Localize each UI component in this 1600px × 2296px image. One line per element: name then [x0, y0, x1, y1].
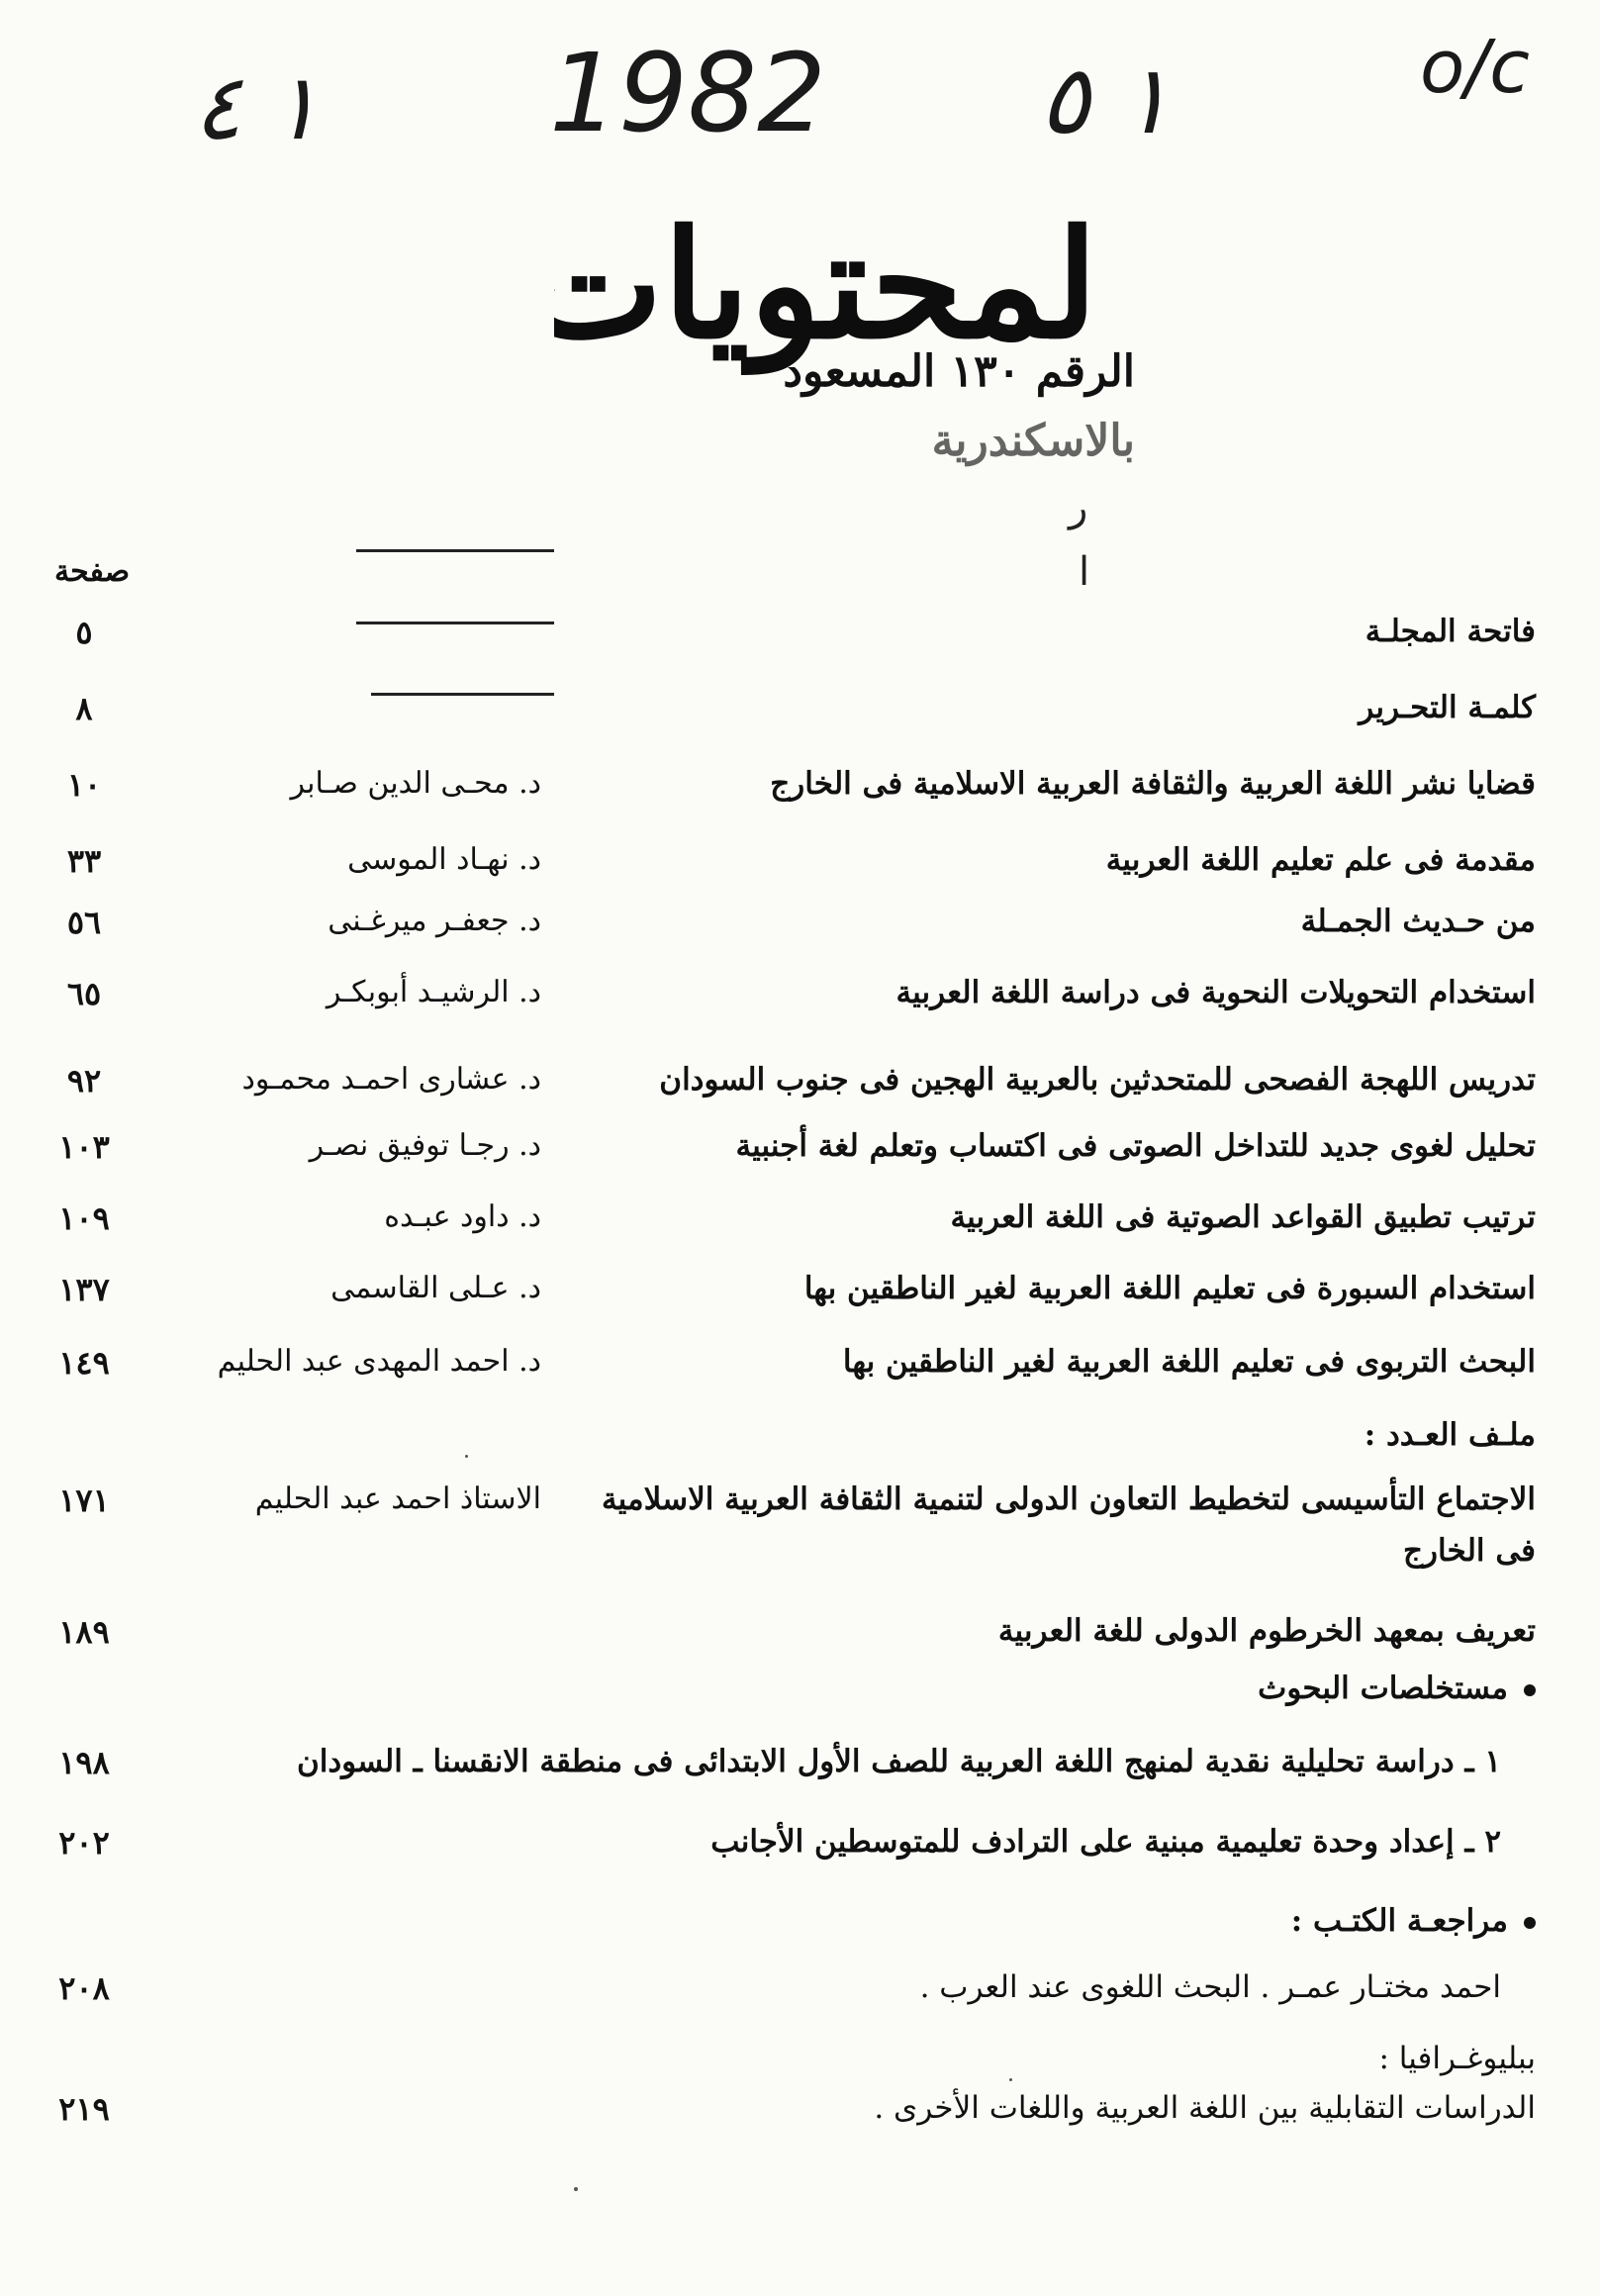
entry-page: ٢٠٨ — [58, 1969, 110, 2007]
entry-page: ١٩٨ — [58, 1744, 110, 1781]
entry-author: د. جعفـر ميرغـنى — [328, 904, 541, 938]
entry-title: الدراسات التقابلية بين اللغة العربية واللغات الأخرى . — [874, 2090, 1536, 2126]
entry-title: البحث التربوى فى تعليم اللغة العربية لغير الناطقين بها — [842, 1344, 1536, 1380]
entry-page: ١٠ — [66, 766, 102, 804]
stamp-text: الرقم ١٣٠ المسعود — [783, 346, 1135, 397]
handwritten-note: ١ ٥ — [1039, 45, 1172, 155]
toc-entry — [0, 690, 1600, 749]
toc-entry — [0, 1199, 1600, 1259]
entry-author: الاستاذ احمد عبد الحليم — [254, 1482, 541, 1516]
entry-title: تدريس اللهجة الفصحى للمتحدثين بالعربية الهجين فى جنوب السودان — [659, 1062, 1536, 1098]
entry-title: الاجتماع التأسيسى لتخطيط التعاون الدولى لتنمية الثقافة العربية الاسلامية — [602, 1482, 1536, 1517]
entry-title-continued: فى الخارج — [1403, 1533, 1536, 1569]
section-bibliography-heading: ببليوغـرافيا : — [1378, 2041, 1536, 2076]
toc-entry — [0, 904, 1600, 963]
stamp-fragment: ا — [1079, 549, 1090, 595]
section-heading — [1258, 1671, 1536, 1706]
entry-title: تعريف بمعهد الخرطوم الدولى للغة العربية — [997, 1613, 1536, 1649]
entry-title: احمد مختـار عمـر . البحث اللغوى عند العرب . — [919, 1969, 1501, 2005]
section-heading — [0, 1417, 1600, 1477]
toc-entry — [0, 842, 1600, 902]
toc-entry — [0, 1344, 1600, 1403]
entry-page: ٦٥ — [66, 975, 102, 1012]
entry-title: ترتيب تطبيق القواعد الصوتية فى اللغة العربية — [950, 1199, 1536, 1235]
entry-page: ٣٣ — [66, 842, 102, 880]
stamp-fragment: ر — [1069, 485, 1088, 530]
toc-entry — [0, 766, 1600, 825]
toc-entry — [0, 1824, 1600, 1883]
entry-page: ٩٢ — [66, 1062, 102, 1100]
toc-entry — [0, 975, 1600, 1034]
entry-page: ٢١٩ — [58, 2090, 110, 2128]
toc-entry — [0, 1482, 1600, 1590]
stamp-text: بالاسكندرية — [931, 416, 1135, 466]
bullet-icon — [1524, 1684, 1536, 1696]
entry-title: مقدمة فى علم تعليم اللغة العربية — [1105, 842, 1536, 878]
entry-page: ٥٦ — [66, 904, 102, 941]
handwritten-note: ١ ٤ — [193, 54, 321, 160]
entry-author: د. عـلى القاسمى — [330, 1271, 541, 1305]
entry-page: ١٤٩ — [58, 1344, 110, 1382]
toc-entry — [0, 1613, 1600, 1673]
entry-page: ١٠٩ — [58, 1199, 110, 1237]
toc-entry — [0, 614, 1600, 673]
page-column-header: صفحة — [54, 554, 131, 589]
scan-speck — [1009, 2078, 1012, 2081]
entry-page: ٨ — [75, 690, 93, 727]
entry-title: قضايا نشر اللغة العربية والثقافة العربية الاسلامية فى الخارج — [770, 766, 1536, 802]
entry-author: د. رجـا توفيق نصـر — [309, 1128, 541, 1163]
section-reviews-heading: مراجعـة الكتـب : — [1290, 1903, 1508, 1939]
toc-entry — [0, 1969, 1600, 2029]
scan-speck — [574, 2187, 578, 2191]
entry-page: ١٧١ — [58, 1482, 110, 1519]
entry-page: ١٨٩ — [58, 1613, 110, 1651]
stamp-rule — [356, 549, 554, 552]
entry-page: ١٠٣ — [58, 1128, 110, 1166]
entry-title: استخدام التحويلات النحوية فى دراسة اللغة العربية — [895, 975, 1536, 1010]
entry-author: د. محـى الدين صـابر — [290, 766, 541, 801]
entry-title: ٢ ـ إعداد وحدة تعليمية مبنية على الترادف للمتوسطين الأجانب — [710, 1824, 1501, 1860]
toc-entry — [0, 1062, 1600, 1121]
scan-speck — [465, 1455, 468, 1458]
entry-author: د. عشارى احمـد محمـود — [241, 1062, 541, 1097]
entry-author: د. احمد المهدى عبد الحليم — [217, 1344, 541, 1379]
title-text: لمحتويات — [554, 198, 1098, 372]
entry-title: من حـديث الجمـلة — [1300, 904, 1536, 939]
entry-author: د. نهـاد الموسى — [347, 842, 541, 877]
toc-entry — [0, 2090, 1600, 2150]
toc-entry — [0, 1128, 1600, 1188]
section-heading — [1291, 1903, 1536, 1939]
toc-entry — [0, 1744, 1600, 1803]
entry-title: كلمـة التحـرير — [1359, 690, 1536, 725]
handwritten-year: 1982 — [549, 30, 826, 156]
section-abstracts-heading: مستخلصات البحوث — [1258, 1671, 1508, 1706]
entry-title: تحليل لغوى جديد للتداخل الصوتى فى اكتساب وتعلم لغة أجنبية — [735, 1128, 1536, 1164]
entry-author: د. داود عبـده — [384, 1199, 541, 1234]
entry-title: ١ ـ دراسة تحليلية نقدية لمنهج اللغة العربية للصف الأول الابتدائى فى منطقة الانقسنا ـ السودان — [296, 1744, 1501, 1779]
entry-title: استخدام السبورة فى تعليم اللغة العربية لغير الناطقين بها — [803, 1271, 1536, 1306]
entry-author: د. الرشيـد أبوبكـر — [326, 975, 541, 1009]
entry-page: ١٣٧ — [58, 1271, 110, 1308]
section-file-heading: ملـف العـدد : — [1364, 1417, 1536, 1453]
handwritten-note: o/c — [1420, 25, 1530, 110]
entry-page: ٥ — [75, 614, 93, 651]
entry-page: ٢٠٢ — [58, 1824, 110, 1862]
bullet-icon — [1524, 1917, 1536, 1929]
entry-title: فاتحة المجلـة — [1365, 614, 1536, 649]
toc-entry — [0, 1271, 1600, 1330]
